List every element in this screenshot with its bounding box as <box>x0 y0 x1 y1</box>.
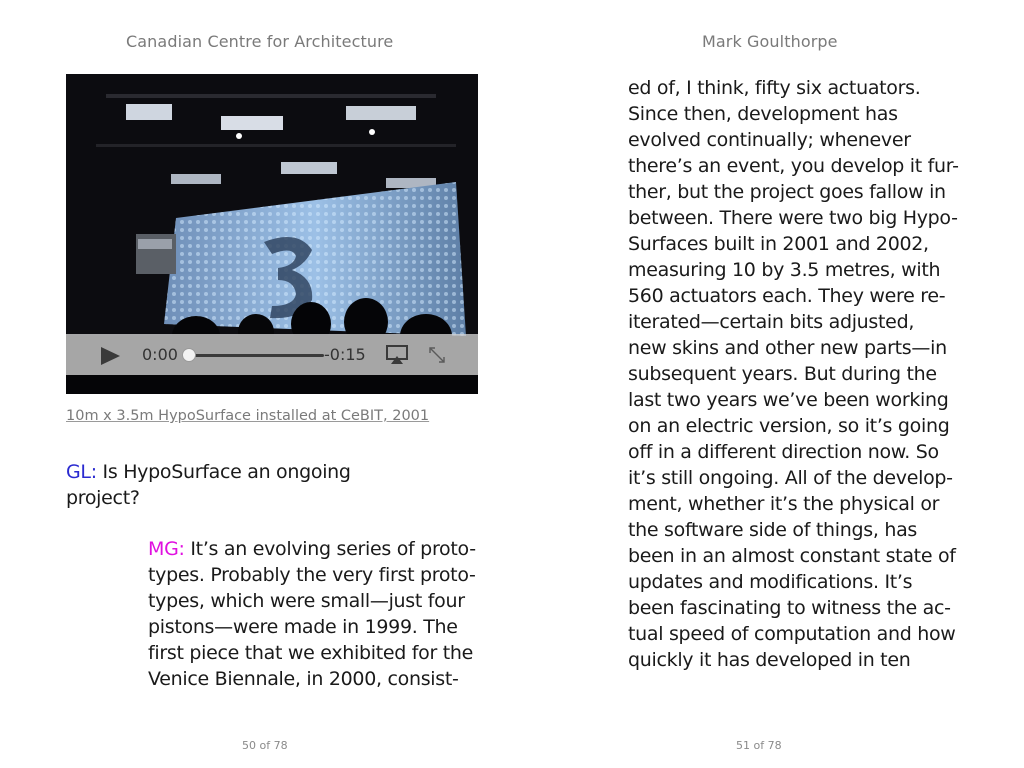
text-line: quickly it has developed in ten <box>628 649 911 671</box>
left-page-number: 50 of 78 <box>242 739 288 752</box>
text-line: new skins and other new parts—in <box>628 337 947 359</box>
text-line: ment, whether it’s the physical or <box>628 493 940 515</box>
scrubber-knob[interactable] <box>182 348 196 362</box>
text-line: there’s an event, you develop it fur- <box>628 155 959 177</box>
text-line: it’s still ongoing. All of the develop- <box>628 467 953 489</box>
speaker-gl: GL: <box>66 461 97 483</box>
right-page-text <box>628 75 973 673</box>
answer-line-6: Venice Biennale, in 2000, consist- <box>148 668 459 690</box>
current-time: 0:00 <box>142 345 178 364</box>
text-line: ed of, I think, fifty six actuators. <box>628 77 921 99</box>
answer-line-1: MG: It’s an evolving series of proto- <box>148 538 476 560</box>
scrubber-track[interactable] <box>188 354 324 357</box>
video-controls <box>66 334 478 375</box>
video-caption-link[interactable]: 10m x 3.5m HypoSurface installed at CeBIT, 2001 <box>66 408 430 424</box>
text-line: ther, but the project goes fallow in <box>628 181 946 203</box>
text-line: updates and modifications. It’s <box>628 571 913 593</box>
left-page-header: Canadian Centre for Architecture <box>126 32 394 51</box>
text-line: on an electric version, so it’s going <box>628 415 950 437</box>
answer-line-4: pistons—were made in 1999. The <box>148 616 458 638</box>
text-line: tual speed of computation and how <box>628 623 956 645</box>
text-line: last two years we’ve been working <box>628 389 949 411</box>
right-page-header: Mark Goulthorpe <box>702 32 838 51</box>
right-page-number: 51 of 78 <box>736 739 782 752</box>
question-line-2: project? <box>66 487 140 509</box>
answer-line-5: first piece that we exhibited for the <box>148 642 474 664</box>
text-line: been fascinating to witness the ac- <box>628 597 951 619</box>
text-line: Surfaces built in 2001 and 2002, <box>628 233 929 255</box>
remaining-time: -0:15 <box>324 345 366 364</box>
text-line: the software side of things, has <box>628 519 918 541</box>
text-line: been in an almost constant state of <box>628 545 956 567</box>
text-line: 560 actuators each. They were re- <box>628 285 946 307</box>
text-line: subsequent years. But during the <box>628 363 937 385</box>
text-line: iterated—certain bits adjusted, <box>628 311 915 333</box>
speaker-mg: MG: <box>148 538 185 560</box>
play-icon[interactable] <box>99 346 121 366</box>
text-line: off in a different direction now. So <box>628 441 939 463</box>
fullscreen-icon[interactable] <box>428 346 446 364</box>
video-player[interactable] <box>66 74 478 394</box>
interview-answer <box>148 536 488 692</box>
airplay-icon[interactable] <box>386 345 408 365</box>
text-line: evolved continually; whenever <box>628 129 911 151</box>
text-line: between. There were two big Hypo- <box>628 207 958 229</box>
interview-question <box>66 459 426 511</box>
answer-line-3: types, which were small—just four <box>148 590 465 612</box>
question-line-1: GL: Is HypoSurface an ongoing <box>66 461 351 483</box>
text-line: Since then, development has <box>628 103 898 125</box>
answer-line-2: types. Probably the very first proto- <box>148 564 476 586</box>
text-line: measuring 10 by 3.5 metres, with <box>628 259 941 281</box>
